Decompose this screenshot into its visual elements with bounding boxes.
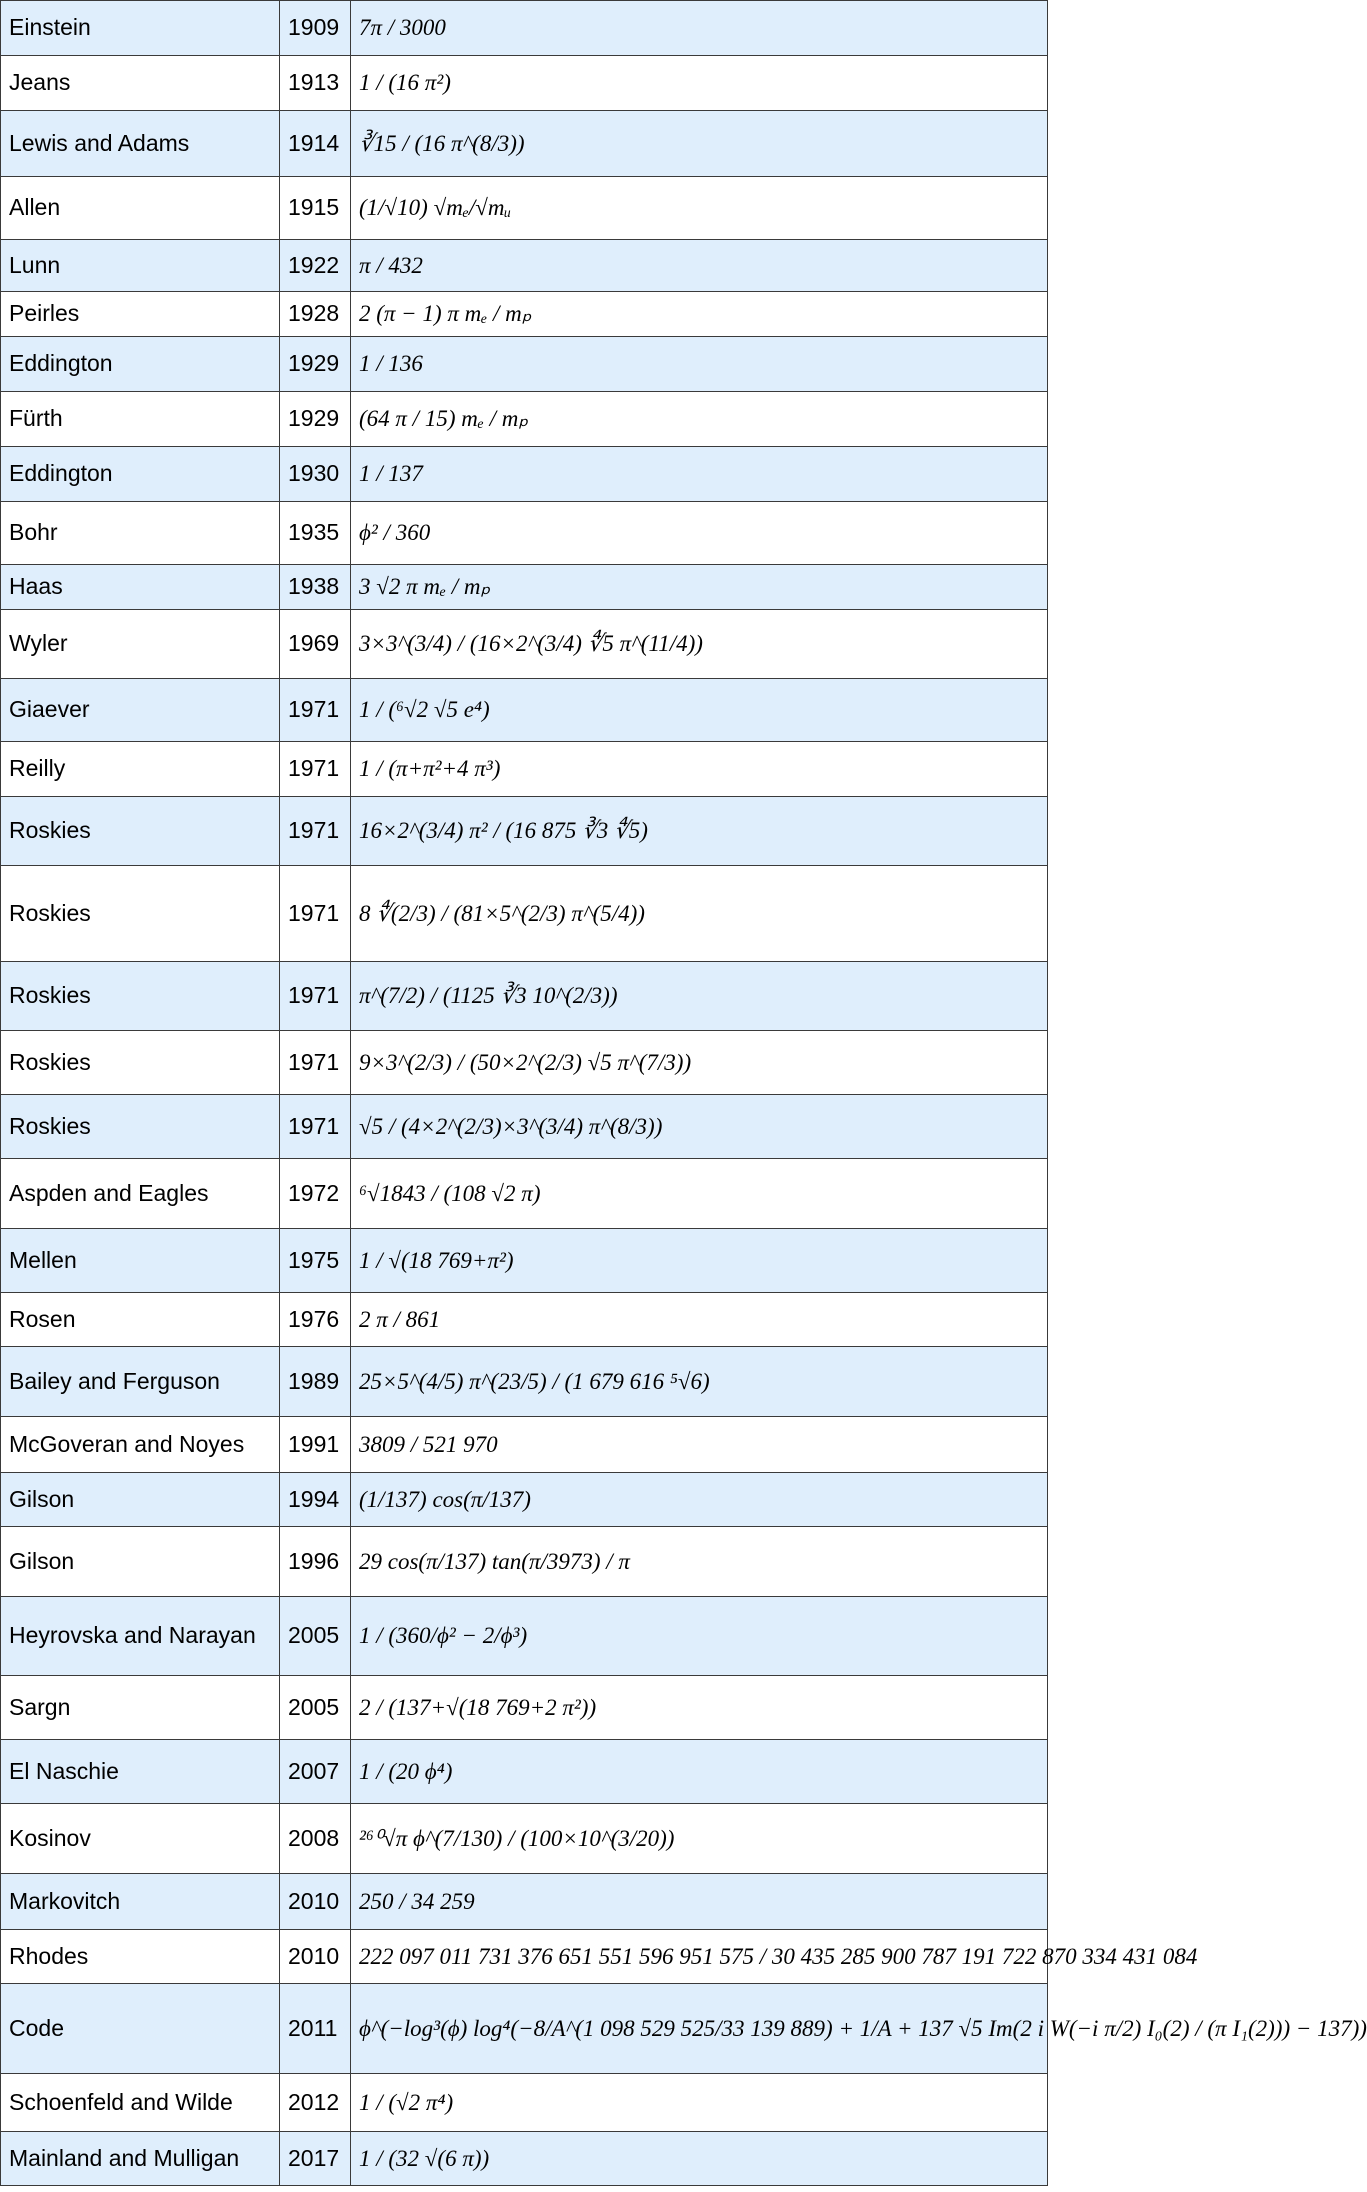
author-cell: Mainland and Mulligan: [1, 2132, 280, 2186]
table-row: [1, 1417, 1048, 1473]
author-cell: Kosinov: [1, 1804, 280, 1874]
author-cell: McGoveran and Noyes: [1, 1417, 280, 1473]
author-cell: Reilly: [1, 742, 280, 797]
author-cell: El Naschie: [1, 1740, 280, 1804]
formula-cell: 1 / (π+π²+4 π³): [351, 742, 1048, 797]
year-cell: 2005: [280, 1597, 351, 1676]
table-row: [1, 1527, 1048, 1597]
author-cell: Rosen: [1, 1293, 280, 1347]
formula-cell: 25×5^(4/5) π^(23/5) / (1 679 616 ⁵√6): [351, 1347, 1048, 1417]
formula-cell: 3 √2 π mₑ / mₚ: [351, 565, 1048, 610]
author-cell: Aspden and Eagles: [1, 1159, 280, 1229]
table-row: [1, 502, 1048, 565]
formula-cell: ϕ² / 360: [351, 502, 1048, 565]
author-cell: Heyrovska and Narayan: [1, 1597, 280, 1676]
table-row: [1, 797, 1048, 866]
table-row: [1, 1, 1048, 56]
author-cell: Code: [1, 1984, 280, 2074]
author-cell: Roskies: [1, 866, 280, 962]
author-cell: Giaever: [1, 679, 280, 742]
table-row: [1, 56, 1048, 111]
year-cell: 1922: [280, 240, 351, 292]
table-row: [1, 866, 1048, 962]
year-cell: 2017: [280, 2132, 351, 2186]
table-row: [1, 292, 1048, 337]
table-row: [1, 392, 1048, 447]
author-cell: Gilson: [1, 1473, 280, 1527]
author-cell: Mellen: [1, 1229, 280, 1293]
table-row: [1, 240, 1048, 292]
year-cell: 1909: [280, 1, 351, 56]
author-cell: Sargn: [1, 1676, 280, 1740]
formula-cell: ϕ^(−log³(ϕ) log⁴(−8/A^(1 098 529 525/33 139 889) + 1/A + 137 √5 Im(2 i W(−i π/2) I₀(2) / (π I₁(2))) − 137)): [351, 1984, 1048, 2074]
year-cell: 2005: [280, 1676, 351, 1740]
table-row: [1, 1984, 1048, 2074]
formula-cell: ⁶√1843 / (108 √2 π): [351, 1159, 1048, 1229]
table-row: [1, 742, 1048, 797]
year-cell: 2010: [280, 1874, 351, 1930]
year-cell: 2012: [280, 2074, 351, 2132]
author-cell: Lunn: [1, 240, 280, 292]
year-cell: 1929: [280, 392, 351, 447]
formula-cell: 1 / (32 √(6 π)): [351, 2132, 1048, 2186]
table-row: [1, 1740, 1048, 1804]
year-cell: 1971: [280, 679, 351, 742]
year-cell: 1935: [280, 502, 351, 565]
formula-cell: 3×3^(3/4) / (16×2^(3/4) ∜5 π^(11/4)): [351, 610, 1048, 679]
year-cell: 1914: [280, 111, 351, 177]
formula-cell: 1 / (√2 π⁴): [351, 2074, 1048, 2132]
year-cell: 1971: [280, 742, 351, 797]
table-row: [1, 1597, 1048, 1676]
year-cell: 1972: [280, 1159, 351, 1229]
year-cell: 1929: [280, 337, 351, 392]
formula-cell: π / 432: [351, 240, 1048, 292]
year-cell: 1976: [280, 1293, 351, 1347]
formula-cell: 8 ∜(2/3) / (81×5^(2/3) π^(5/4)): [351, 866, 1048, 962]
formula-cell: ²⁶⁰√π ϕ^(7/130) / (100×10^(3/20)): [351, 1804, 1048, 1874]
formula-cell: 7π / 3000: [351, 1, 1048, 56]
formula-cell: 2 π / 861: [351, 1293, 1048, 1347]
year-cell: 1938: [280, 565, 351, 610]
author-cell: Einstein: [1, 1, 280, 56]
year-cell: 2011: [280, 1984, 351, 2074]
formula-cell: 3809 / 521 970: [351, 1417, 1048, 1473]
table-row: [1, 1031, 1048, 1095]
formula-cell: 222 097 011 731 376 651 551 596 951 575 / 30 435 285 900 787 191 722 870 334 431 084: [351, 1930, 1048, 1984]
year-cell: 1971: [280, 962, 351, 1031]
table-row: [1, 1676, 1048, 1740]
author-cell: Haas: [1, 565, 280, 610]
year-cell: 2007: [280, 1740, 351, 1804]
author-cell: Roskies: [1, 797, 280, 866]
year-cell: 2008: [280, 1804, 351, 1874]
author-cell: Bohr: [1, 502, 280, 565]
year-cell: 1913: [280, 56, 351, 111]
table-row: [1, 2074, 1048, 2132]
author-cell: Wyler: [1, 610, 280, 679]
formula-cell: π^(7/2) / (1125 ∛3 10^(2/3)): [351, 962, 1048, 1031]
table-row: [1, 1159, 1048, 1229]
author-cell: Eddington: [1, 447, 280, 502]
table-body: [1, 1, 1367, 2186]
table-row: [1, 2132, 1048, 2186]
formula-cell: (1/√10) √mₑ/√mᵤ: [351, 177, 1048, 240]
table-row: [1, 1095, 1048, 1159]
author-cell: Fürth: [1, 392, 280, 447]
formula-cell: (64 π / 15) mₑ / mₚ: [351, 392, 1048, 447]
author-cell: Peirles: [1, 292, 280, 337]
year-cell: 1975: [280, 1229, 351, 1293]
year-cell: 1991: [280, 1417, 351, 1473]
year-cell: 1915: [280, 177, 351, 240]
author-cell: Markovitch: [1, 1874, 280, 1930]
formula-cell: ∛15 / (16 π^(8/3)): [351, 111, 1048, 177]
year-cell: 1971: [280, 866, 351, 962]
table-row: [1, 1347, 1048, 1417]
author-cell: Eddington: [1, 337, 280, 392]
author-cell: Bailey and Ferguson: [1, 1347, 280, 1417]
year-cell: 1971: [280, 1031, 351, 1095]
year-cell: 1994: [280, 1473, 351, 1527]
formula-cell: 9×3^(2/3) / (50×2^(2/3) √5 π^(7/3)): [351, 1031, 1048, 1095]
year-cell: 1971: [280, 797, 351, 866]
year-cell: 1989: [280, 1347, 351, 1417]
formula-cell: 2 (π − 1) π mₑ / mₚ: [351, 292, 1048, 337]
table-row: [1, 177, 1048, 240]
table-row: [1, 1804, 1048, 1874]
author-cell: Gilson: [1, 1527, 280, 1597]
formula-cell: 1 / 137: [351, 447, 1048, 502]
formula-cell: 16×2^(3/4) π² / (16 875 ∛3 ∜5): [351, 797, 1048, 866]
year-cell: 1971: [280, 1095, 351, 1159]
table-row: [1, 962, 1048, 1031]
formula-cell: √5 / (4×2^(2/3)×3^(3/4) π^(8/3)): [351, 1095, 1048, 1159]
year-cell: 1969: [280, 610, 351, 679]
formula-cell: 2 / (137+√(18 769+2 π²)): [351, 1676, 1048, 1740]
table-row: [1, 1930, 1048, 1984]
formula-cell: 1 / 136: [351, 337, 1048, 392]
formula-cell: 1 / √(18 769+π²): [351, 1229, 1048, 1293]
table-row: [1, 111, 1048, 177]
table-row: [1, 447, 1048, 502]
author-cell: Roskies: [1, 962, 280, 1031]
table-row: [1, 337, 1048, 392]
formula-cell: 29 cos(π/137) tan(π/3973) / π: [351, 1527, 1048, 1597]
formula-cell: (1/137) cos(π/137): [351, 1473, 1048, 1527]
table-row: [1, 1874, 1048, 1930]
formula-cell: 1 / (16 π²): [351, 56, 1048, 111]
author-cell: Roskies: [1, 1031, 280, 1095]
table-row: [1, 1229, 1048, 1293]
year-cell: 1930: [280, 447, 351, 502]
formula-cell: 250 / 34 259: [351, 1874, 1048, 1930]
table-row: [1, 1473, 1048, 1527]
table-row: [1, 565, 1048, 610]
year-cell: 1928: [280, 292, 351, 337]
author-cell: Roskies: [1, 1095, 280, 1159]
author-cell: Schoenfeld and Wilde: [1, 2074, 280, 2132]
formula-cell: 1 / (360/ϕ² − 2/ϕ³): [351, 1597, 1048, 1676]
formula-cell: 1 / (20 ϕ⁴): [351, 1740, 1048, 1804]
author-cell: Jeans: [1, 56, 280, 111]
author-cell: Allen: [1, 177, 280, 240]
table-row: [1, 610, 1048, 679]
author-cell: Lewis and Adams: [1, 111, 280, 177]
year-cell: 1996: [280, 1527, 351, 1597]
formula-cell: 1 / (⁶√2 √5 e⁴): [351, 679, 1048, 742]
author-cell: Rhodes: [1, 1930, 280, 1984]
table-row: [1, 679, 1048, 742]
year-cell: 2010: [280, 1930, 351, 1984]
table-row: [1, 1293, 1048, 1347]
